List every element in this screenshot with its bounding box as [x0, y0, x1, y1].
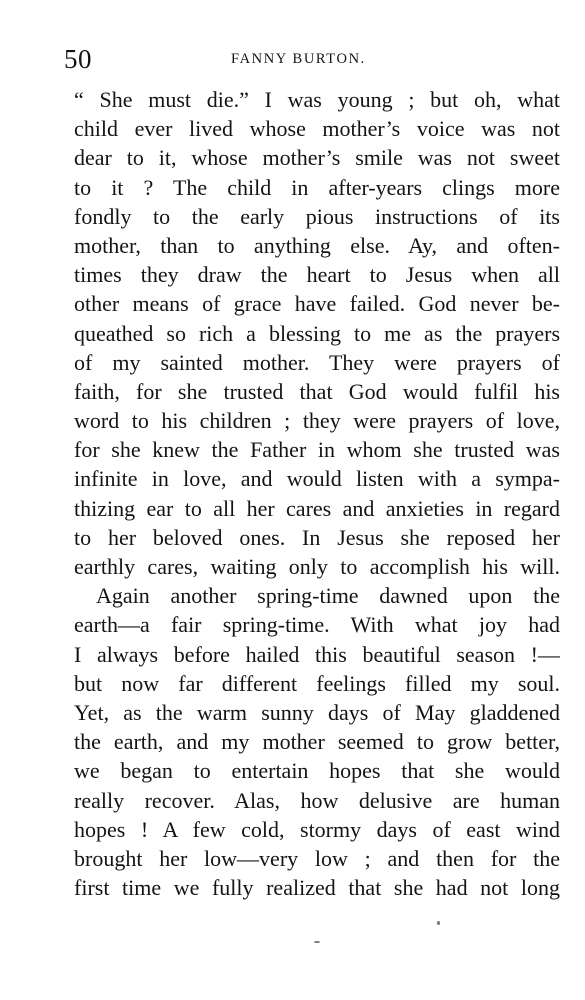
text-line: queathed so rich a blessing to me as the prayers	[74, 320, 560, 346]
text-line: “ She must die.” I was young ; but oh, what	[74, 87, 560, 112]
text-line: word to his children ; they were prayers of love,	[74, 408, 560, 434]
text-line: Yet, as the warm sunny days of May gladdened	[74, 699, 560, 725]
body-text	[74, 85, 560, 902]
text-line: of my sainted mother. They were prayers of	[74, 349, 560, 375]
text-line: mother, than to anything else. Ay, and often-	[74, 232, 560, 258]
paragraph-start-line: Again another spring-time dawned upon the	[96, 583, 560, 609]
text-line: brought her low—very low ; and then for the	[74, 845, 560, 871]
text-line: really recover. Alas, how delusive are human	[74, 787, 560, 813]
text-line: hopes ! A few cold, stormy days of east wind	[74, 816, 560, 842]
text-line: fondly to the early pious instructions of its	[74, 203, 560, 229]
text-line: thizing ear to all her cares and anxieties in regard	[74, 495, 560, 521]
text-line: first time we fully realized that she had not long	[74, 875, 560, 901]
text-line: times they draw the heart to Jesus when all	[74, 262, 560, 288]
text-line: I always before hailed this beautiful season !—	[74, 641, 560, 667]
text-line: earthly cares, waiting only to accomplish his will.	[74, 554, 560, 579]
text-line: but now far different feelings filled my soul.	[74, 670, 560, 696]
text-line: for she knew the Father in whom she trusted was	[74, 437, 560, 463]
text-line: we began to entertain hopes that she would	[74, 758, 560, 784]
text-line: infinite in love, and would listen with a sympa-	[74, 466, 560, 492]
text-line: dear to it, whose mother’s smile was not sweet	[74, 145, 560, 171]
text-line: child ever lived whose mother’s voice was not	[74, 116, 560, 142]
paper-speck	[437, 921, 440, 925]
running-title: FANNY BURTON.	[231, 51, 366, 67]
page-number: 50	[64, 44, 92, 74]
text-line: faith, for she trusted that God would fulfil his	[74, 378, 560, 404]
text-line: earth—a fair spring-time. With what joy had	[74, 612, 560, 638]
paper-speck	[314, 941, 320, 943]
text-line: to her beloved ones. In Jesus she reposed her	[74, 524, 560, 550]
text-line: to it ? The child in after-years clings more	[74, 174, 560, 200]
text-line: the earth, and my mother seemed to grow better,	[74, 729, 560, 755]
text-line: other means of grace have failed. God never be-	[74, 291, 560, 317]
